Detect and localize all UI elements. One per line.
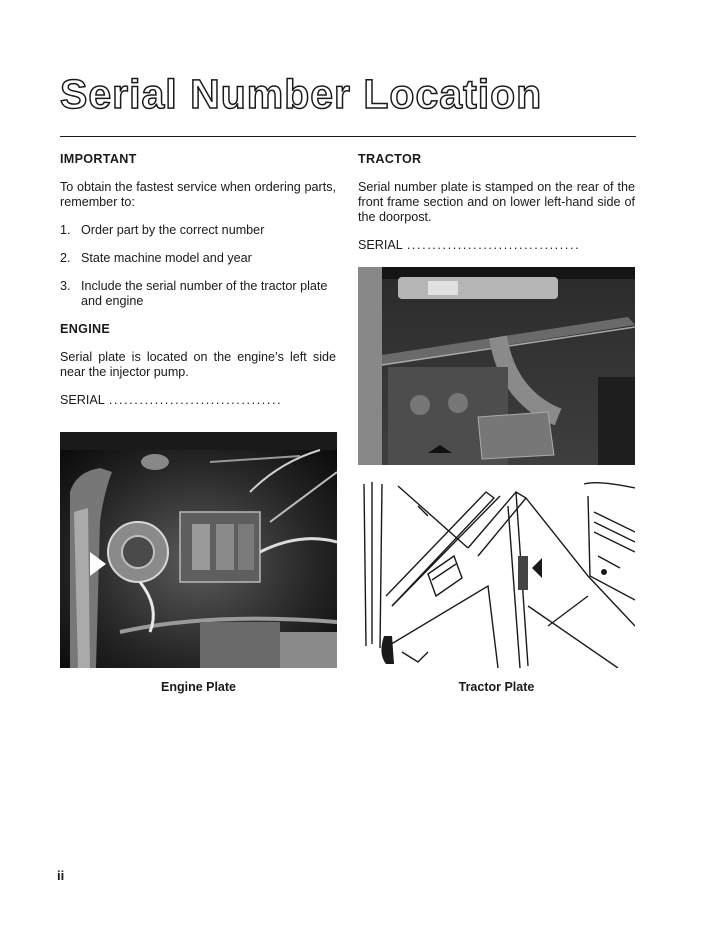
step-number: 2.	[60, 251, 71, 265]
tractor-serial-line	[358, 238, 635, 253]
tractor-serial-dots: ..................................	[406, 238, 581, 252]
engine-plate-photo	[60, 432, 337, 668]
engine-heading: ENGINE	[60, 322, 111, 336]
step-item	[60, 279, 336, 309]
tractor-heading: TRACTOR	[358, 152, 422, 166]
tractor-text: Serial number plate is stamped on the rear of the front frame section and on lower left-hand side of the doorpost.	[358, 180, 635, 224]
engine-serial-dots: ..................................	[108, 393, 283, 407]
doorpost-diagram	[358, 476, 635, 668]
title-divider	[60, 136, 636, 137]
step-text: Order part by the correct number	[81, 223, 265, 237]
important-heading: IMPORTANT	[60, 152, 137, 166]
tractor-frame-photo	[358, 267, 635, 465]
right-column	[358, 152, 635, 253]
engine-serial-line	[60, 393, 336, 408]
engine-plate-caption: Engine Plate	[160, 680, 237, 694]
ordering-steps	[60, 223, 336, 309]
step-item	[60, 223, 336, 238]
step-item	[60, 251, 336, 266]
left-column	[60, 152, 336, 408]
step-number: 3.	[60, 279, 71, 293]
step-number: 1.	[60, 223, 71, 237]
tractor-serial-label: SERIAL	[358, 238, 403, 252]
tractor-plate-caption: Tractor Plate	[458, 680, 535, 694]
step-text: State machine model and year	[81, 251, 252, 265]
engine-text: Serial plate is located on the engine’s left side near the injector pump.	[60, 350, 336, 379]
important-intro: To obtain the fastest service when ordering parts, remember to:	[60, 180, 336, 209]
step-text: Include the serial number of the tractor plate and engine	[81, 279, 328, 308]
page-title: Serial Number Location	[60, 71, 543, 117]
page-number: ii	[57, 868, 65, 883]
engine-serial-label: SERIAL	[60, 393, 105, 407]
